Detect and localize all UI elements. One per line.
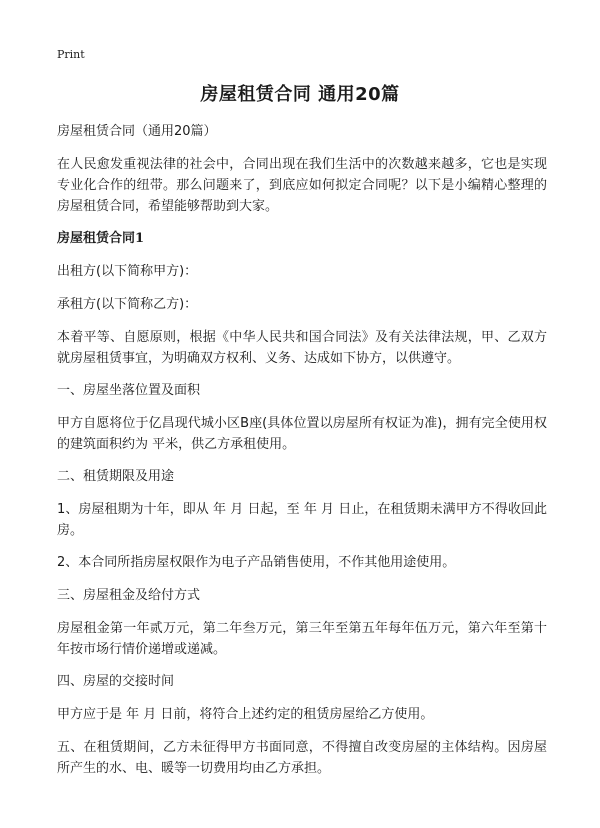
preamble-paragraph: 本着平等、自愿原则，根据《中华人民共和国合同法》及有关法律法规，甲、乙双方就房屋租赁事宜，为明确双方权利、义务、达成如下协方，以供遵守。 [57, 330, 547, 366]
clause-paragraph: 甲方自愿将位于亿昌现代城小区B座(具体位置以房屋所有权证为准)，拥有完全使用权的建筑面积约为 平米，供乙方承租使用。 [57, 416, 547, 452]
lessor-line: 出租方(以下简称甲方)： [57, 264, 198, 279]
clause-paragraph: 2、本合同所指房屋权限作为电子产品销售使用，不作其他用途使用。 [57, 555, 456, 570]
clause-paragraph: 甲方应于是 年 月 日前，将符合上述约定的租赁房屋给乙方使用。 [57, 707, 434, 722]
clause-heading: 一、房屋坐落位置及面积 [57, 383, 201, 398]
document-body [57, 121, 547, 790]
section-heading: 房屋租赁合同1 [57, 231, 145, 246]
document-title: 房屋租赁合同 通用20篇 [200, 84, 400, 105]
clause-paragraph: 房屋租金第一年贰万元，第二年叁万元，第三年至第五年每年伍万元，第六年至第十年按市场行情价递增或递减。 [57, 621, 547, 657]
print-link[interactable]: Print [57, 48, 85, 61]
clause-heading: 二、租赁期限及用途 [57, 469, 175, 484]
intro-paragraph: 在人民愈发重视法律的社会中，合同出现在我们生活中的次数越来越多，它也是实现专业化合作的纽带。那么问题来了，到底应如何拟定合同呢？以下是小编精心整理的 房屋租赁合同，希望能够帮助到大家。 [57, 157, 547, 214]
clause-paragraph: 1、房屋租期为十年，即从 年 月 日起，至 年 月 日止，在租赁期未满甲方不得收回此房。 [57, 502, 547, 538]
clause-heading: 四、房屋的交接时间 [57, 674, 175, 689]
lessee-line: 承租方(以下简称乙方)： [57, 297, 198, 312]
subtitle: 房屋租赁合同（通用20篇） [57, 124, 217, 139]
clause-paragraph: 五、在租赁期间，乙方未征得甲方书面同意，不得擅自改变房屋的主体结构。因房屋所产生的水、电、暖等一切费用均由乙方承担。 [57, 740, 547, 776]
clause-heading: 三、房屋租金及给付方式 [57, 588, 201, 603]
